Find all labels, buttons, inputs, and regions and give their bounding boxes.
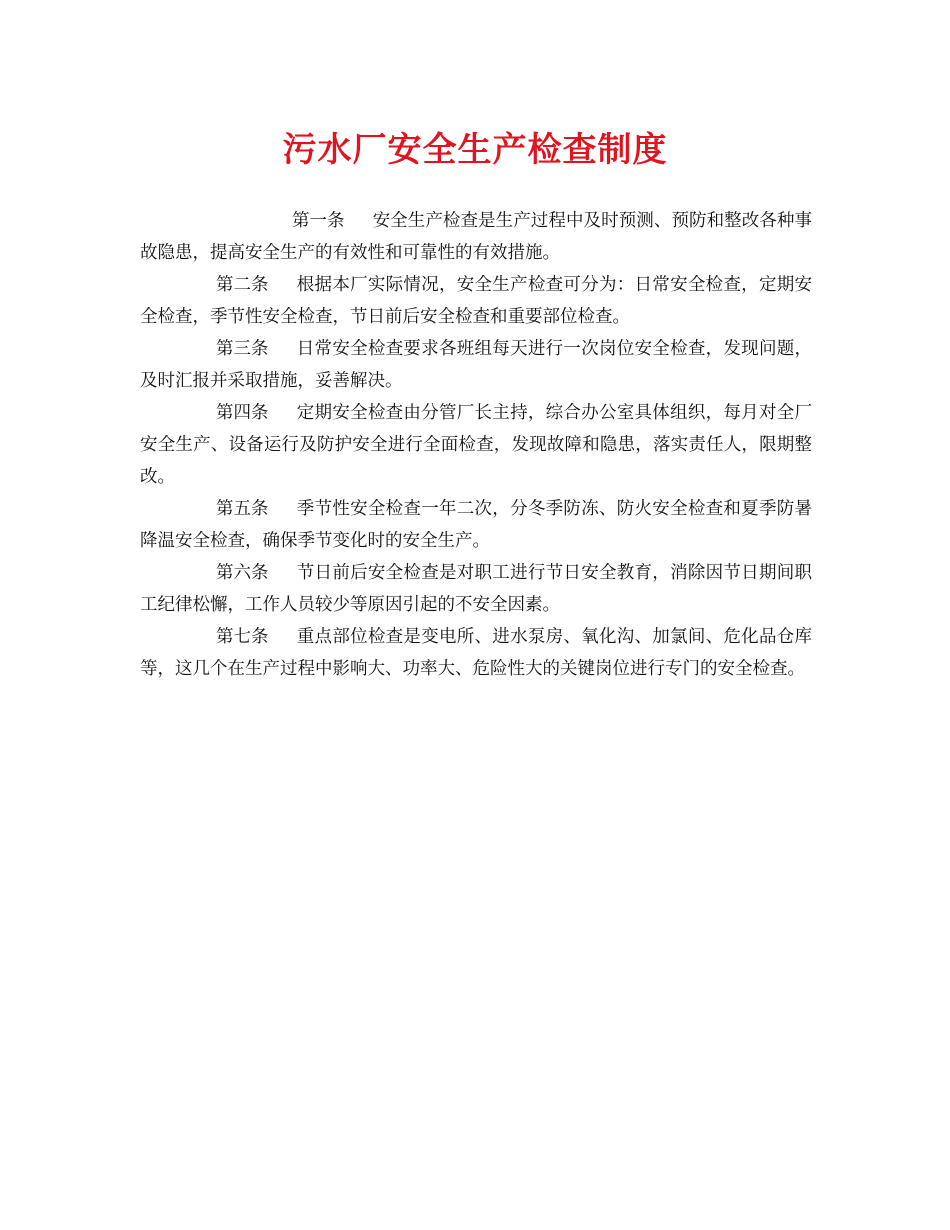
- article-text: 定期安全检查由分管厂长主持，综合办公室具体组织，每月对全厂安全生产、设备运行及防护安全进行全面检查，发现故障和隐患，落实责任人，限期整改。: [140, 403, 812, 487]
- article-text: 根据本厂实际情况，安全生产检查可分为：日常安全检查，定期安全检查，季节性安全检查，节日前后安全检查和重要部位检查。: [140, 275, 812, 327]
- article-5: [140, 493, 812, 557]
- article-label: 第六条: [216, 563, 269, 583]
- article-text: 安全生产检查是生产过程中及时预测、预防和整改各种事故隐患，提高安全生产的有效性和可靠性的有效措施。: [140, 211, 812, 263]
- article-6: [140, 557, 812, 621]
- article-label: 第三条: [216, 339, 269, 359]
- article-label: 第四条: [216, 403, 269, 423]
- article-text: 重点部位检查是变电所、进水泵房、氧化沟、加氯间、危化品仓库等，这几个在生产过程中影响大、功率大、危险性大的关键岗位进行专门的安全检查。: [140, 627, 812, 679]
- article-2: [140, 269, 812, 333]
- article-1: [140, 205, 812, 269]
- document-body: [140, 205, 812, 685]
- article-3: [140, 333, 812, 397]
- article-text: 日常安全检查要求各班组每天进行一次岗位安全检查，发现问题，及时汇报并采取措施，妥善解决。: [140, 339, 812, 391]
- article-label: 第一条: [292, 211, 345, 231]
- article-text: 季节性安全检查一年二次，分冬季防冻、防火安全检查和夏季防暑降温安全检查，确保季节变化时的安全生产。: [140, 499, 812, 551]
- article-label: 第七条: [216, 627, 269, 647]
- article-label: 第二条: [216, 275, 269, 295]
- article-4: [140, 397, 812, 493]
- article-text: 节日前后安全检查是对职工进行节日安全教育，消除因节日期间职工纪律松懈，工作人员较少等原因引起的不安全因素。: [140, 563, 812, 615]
- document-title: 污水厂安全生产检查制度: [282, 130, 668, 170]
- article-7: [140, 621, 812, 685]
- article-label: 第五条: [216, 499, 269, 519]
